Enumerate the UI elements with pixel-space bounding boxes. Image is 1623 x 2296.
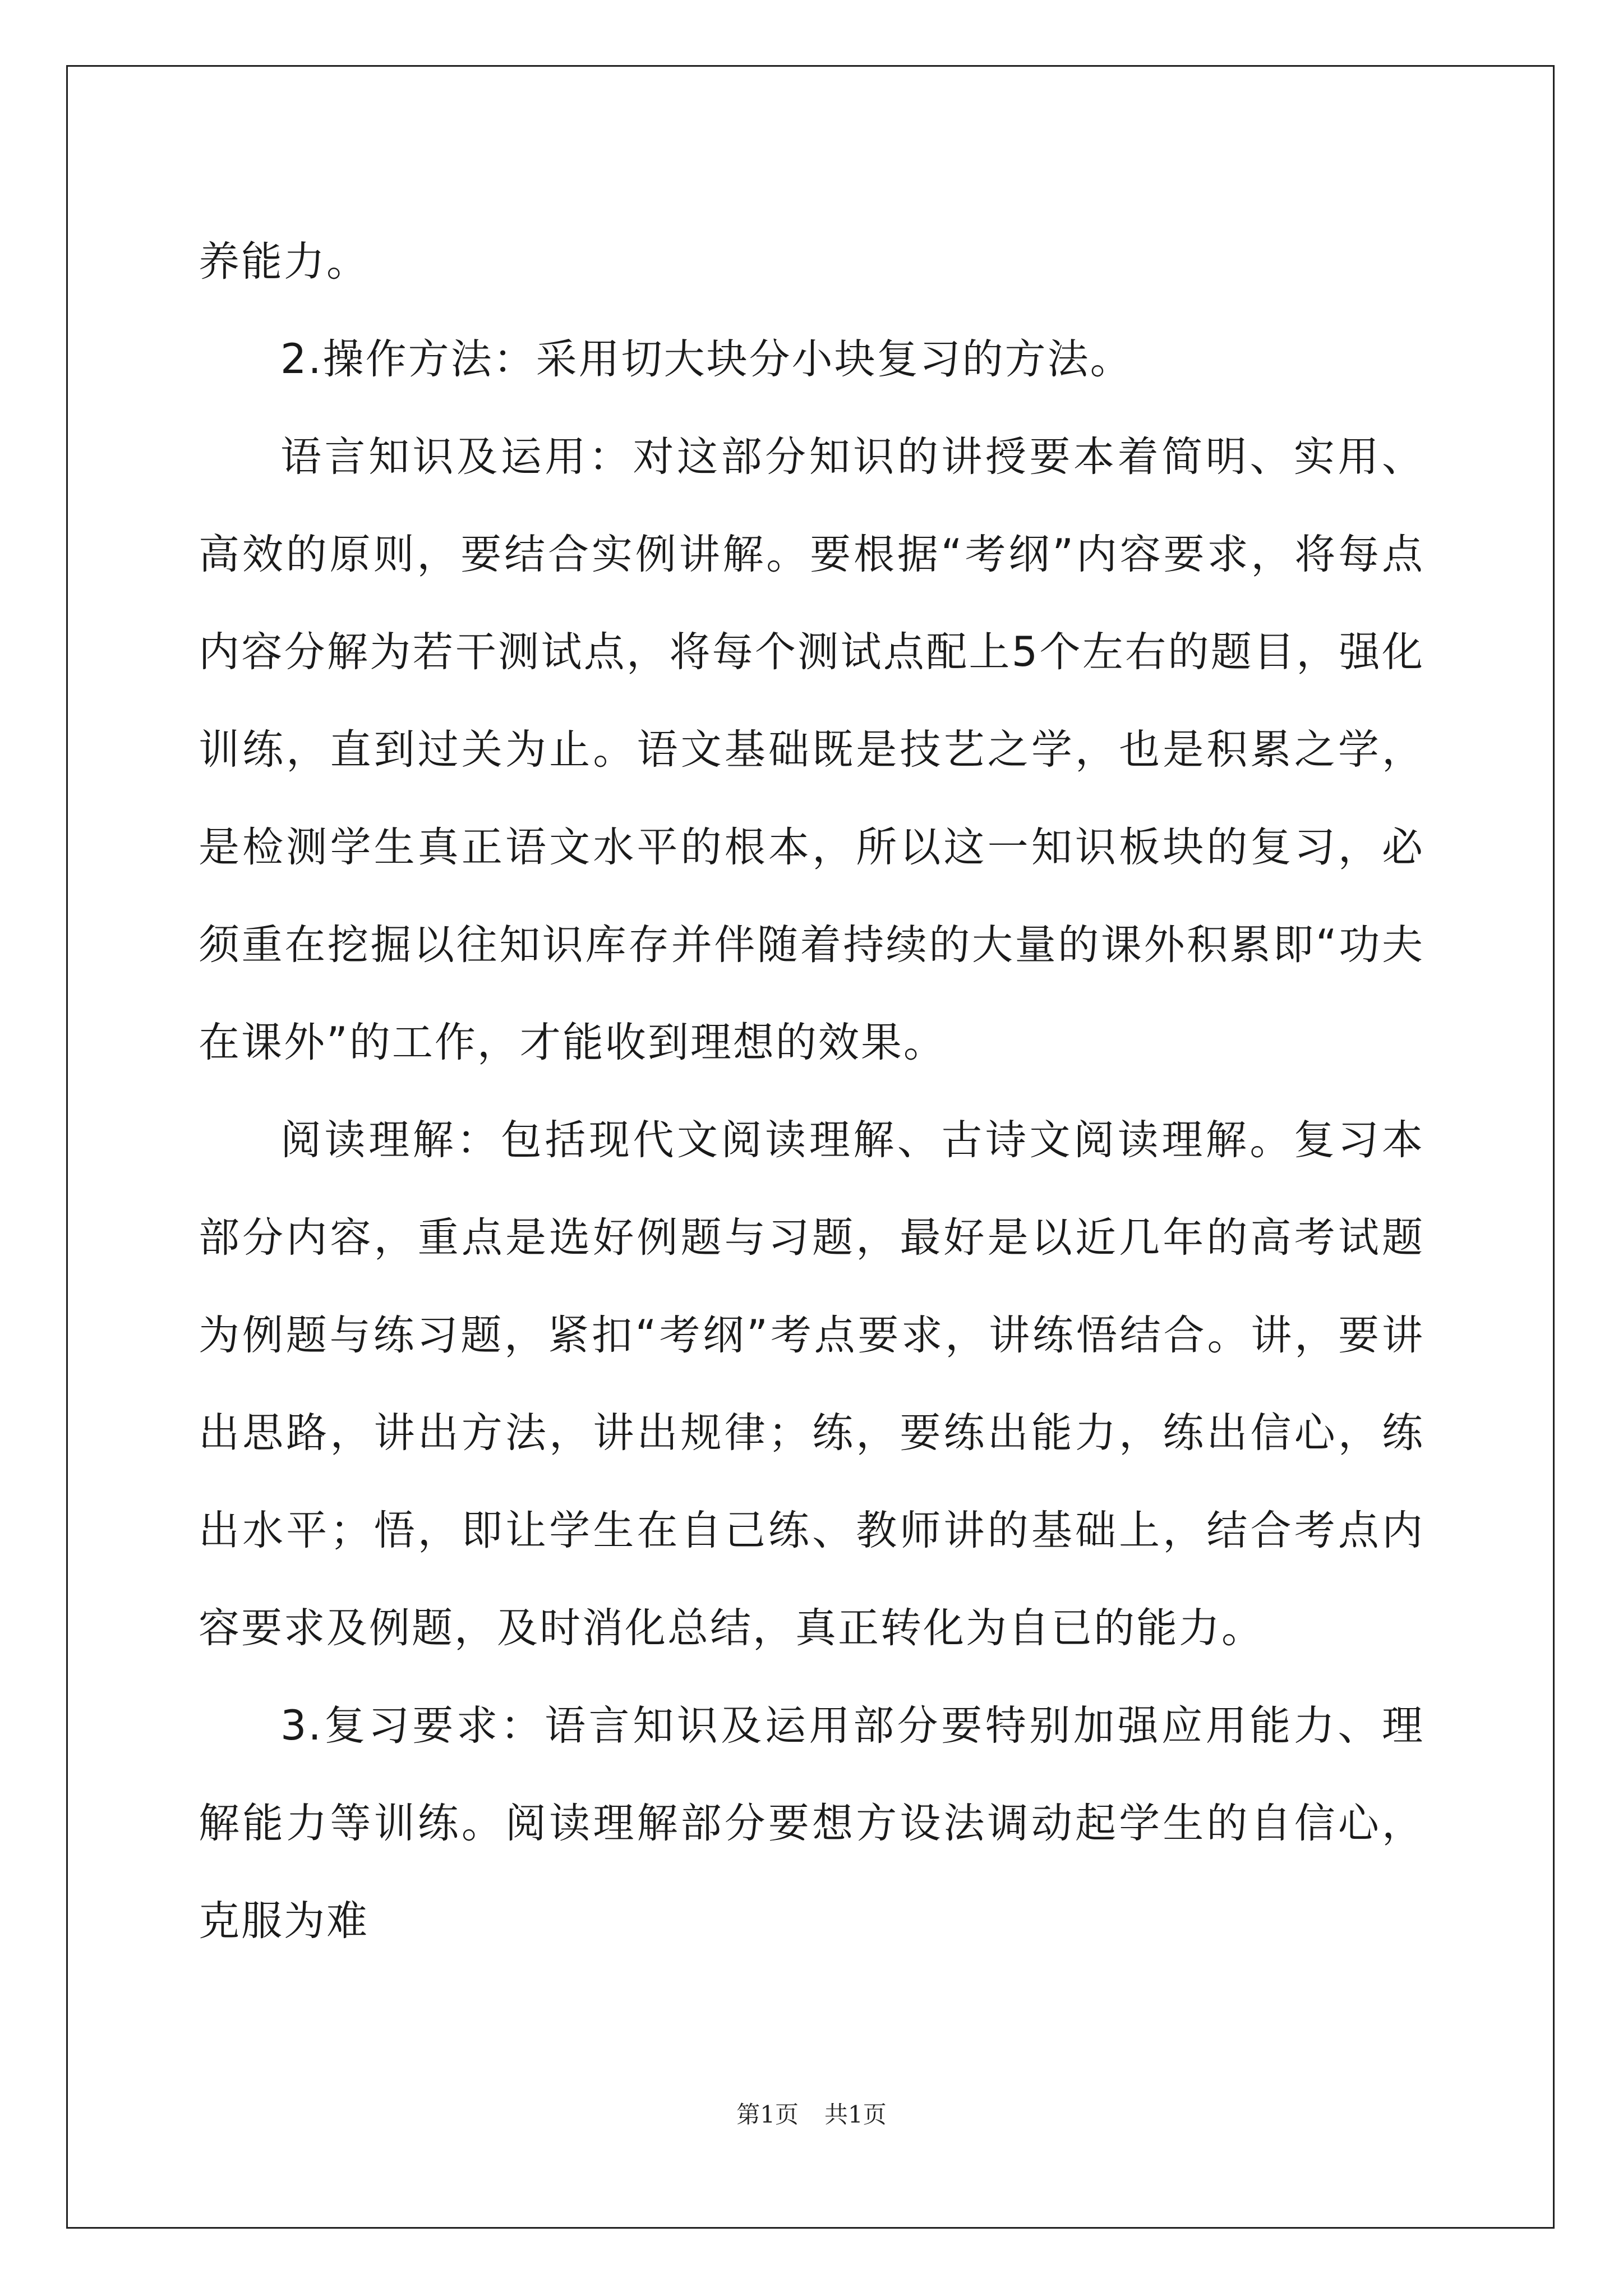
page-footer [0, 2100, 1623, 2129]
document-body [199, 213, 1424, 1970]
page-number-current: 第1页 [736, 2101, 799, 2128]
paragraph: 3.复习要求：语言知识及运用部分要特别加强应用能力、理解能力等训练。阅读理解部分要想方设法调动起学生的自信心，克服为难 [199, 1702, 1424, 1945]
paragraph: 养能力。 [199, 238, 369, 286]
paragraph: 语言知识及运用：对这部分知识的讲授要本着简明、实用、高效的原则，要结合实例讲解。要根据“考纲”内容要求，将每点内容分解为若干测试点，将每个测试点配上5个左右的题目，强化训练，直到过关为止。语文基础既是技艺之学，也是积累之学，是检测学生真正语文水平的根本，所以这一知识板块的复习，必须重在挖掘以往知识库存并伴随着持续的大量的课外积累即“功夫在课外”的工作，才能收到理想的效果。 [199, 433, 1424, 1066]
page-number-total: 共1页 [824, 2101, 887, 2128]
paragraph: 2.操作方法：采用切大块分小块复习的方法。 [280, 335, 1133, 383]
paragraph: 阅读理解：包括现代文阅读理解、古诗文阅读理解。复习本部分内容，重点是选好例题与习题，最好是以近几年的高考试题为例题与练习题，紧扣“考纲”考点要求，讲练悟结合。讲，要讲出思路，讲出方法，讲出规律；练，要练出能力，练出信心，练出水平；悟，即让学生在自己练、教师讲的基础上，结合考点内容要求及例题，及时消化总结，真正转化为自已的能力。 [199, 1116, 1424, 1652]
